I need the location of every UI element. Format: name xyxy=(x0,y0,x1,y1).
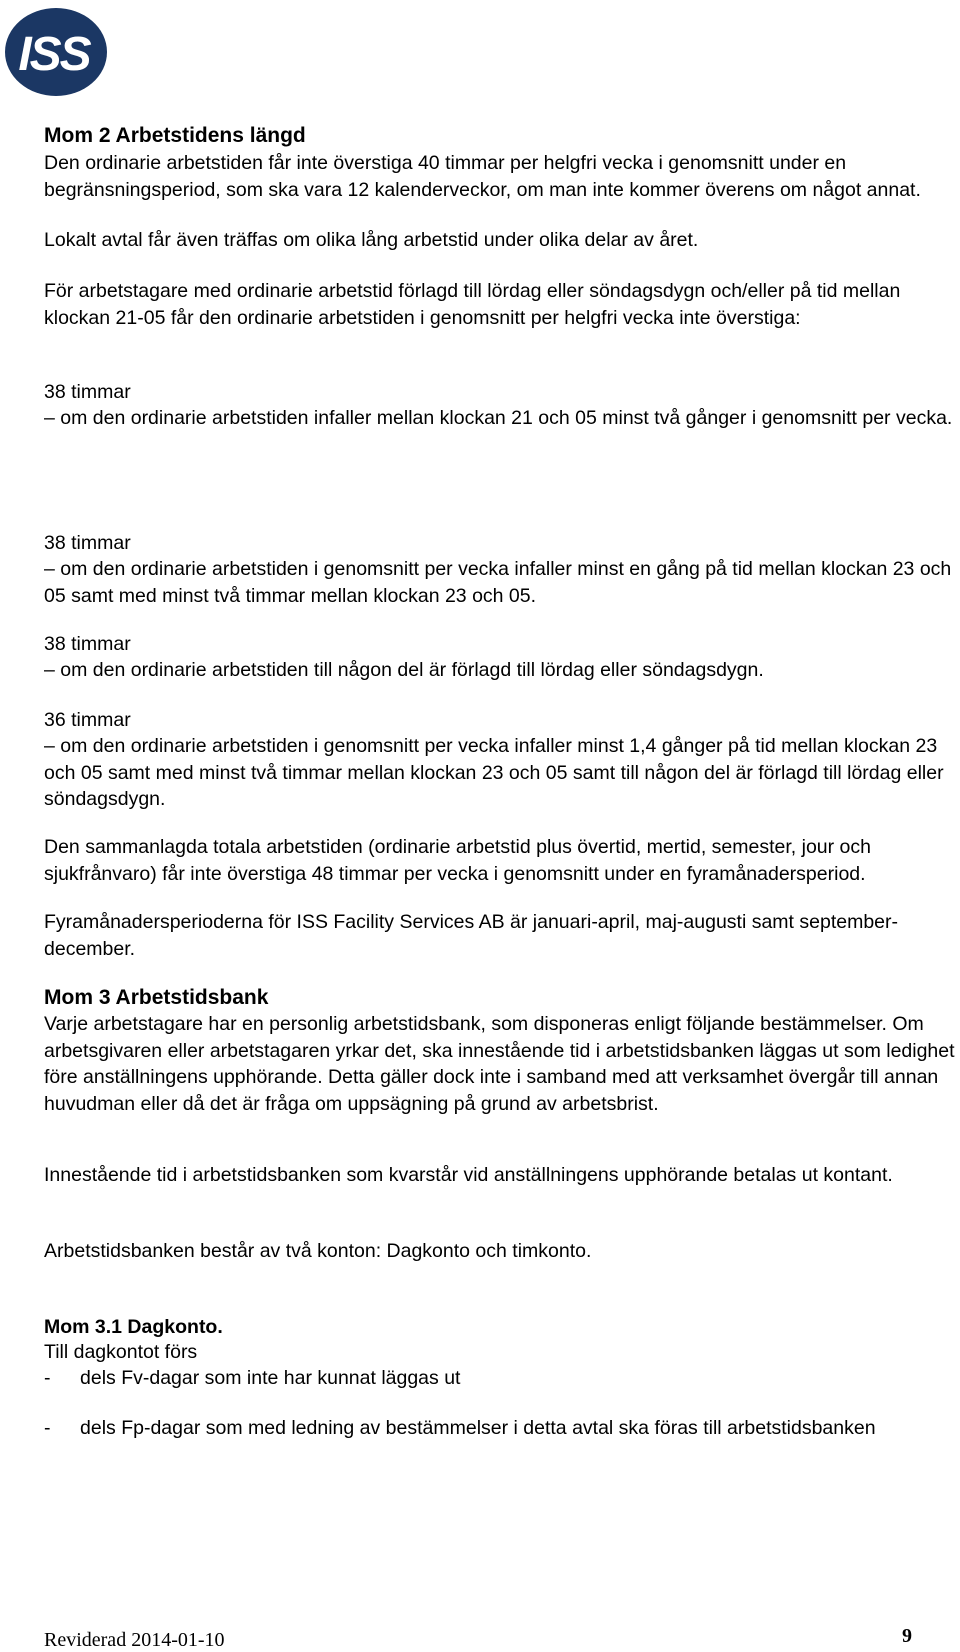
paragraph: Varje arbetstagare har en personlig arbetstidsbank, som disponeras enligt följande bestämmelser. Om arbetsgivaren eller arbetstagaren yrkar det, ska innestående tid i arbetstidsbanken läggas ut som ledighet före anställningens upphörande. Detta gäller dock inte i samband med att verksamhet övergår till annan huvudman eller då det är fråga om uppsägning på grund av arbetsbrist. xyxy=(44,1013,955,1115)
list-bullet: - xyxy=(44,1367,51,1389)
paragraph: Fyramånadersperioderna för ISS Facility Services AB är januari-april, maj-augusti samt september-december. xyxy=(44,911,899,960)
rule-text: – om den ordinarie arbetstiden i genomsnitt per vecka infaller minst 1,4 gånger på tid mellan klockan 23 och 05 samt med minst två timmar mellan klockan 23 och 05 samt till någon del är förlagd till lördag eller söndagsdygn. xyxy=(44,735,944,810)
section-heading-mom2: Mom 2 Arbetstidens längd xyxy=(44,124,306,147)
rule-text: – om den ordinarie arbetstiden infaller mellan klockan 21 och 05 minst två gånger i genomsnitt per vecka. xyxy=(44,407,953,429)
paragraph: Till dagkontot förs xyxy=(44,1341,198,1363)
list-item-text: dels Fp-dagar som med ledning av bestämmelser i detta avtal ska föras till arbetstidsbanken xyxy=(80,1417,876,1439)
paragraph: Den sammanlagda totala arbetstiden (ordinarie arbetstid plus övertid, mertid, semester, jour och sjukfrånvaro) får inte överstiga 48 timmar per vecka i genomsnitt under en fyramånadersperiod. xyxy=(44,836,871,885)
list-item xyxy=(44,1415,959,1442)
page-number: 9 xyxy=(902,1625,912,1647)
rule-hours: 36 timmar xyxy=(44,709,131,731)
revision-date: Reviderad 2014-01-10 xyxy=(44,1629,225,1651)
paragraph: För arbetstagare med ordinarie arbetstid förlagd till lördag eller söndagsdygn och/eller på tid mellan klockan 21-05 får den ordinarie arbetstiden i genomsnitt per helgfri vecka inte överstiga: xyxy=(44,280,901,329)
list-item xyxy=(44,1365,959,1392)
section-heading-mom31: Mom 3.1 Dagkonto. xyxy=(44,1316,223,1338)
paragraph: Den ordinarie arbetstiden får inte överstiga 40 timmar per helgfri vecka i genomsnitt under en begränsningsperiod, som ska vara 12 kalenderveckor, om man inte kommer överens om något annat. xyxy=(44,152,921,201)
section-heading-mom3: Mom 3 Arbetstidsbank xyxy=(44,986,269,1009)
iss-logo xyxy=(2,4,110,100)
rule-text: – om den ordinarie arbetstiden till någon del är förlagd till lördag eller söndagsdygn. xyxy=(44,659,764,681)
paragraph: Arbetstidsbanken består av två konton: Dagkonto och timkonto. xyxy=(44,1240,592,1262)
rule-hours: 38 timmar xyxy=(44,532,131,554)
paragraph: Lokalt avtal får även träffas om olika lång arbetstid under olika delar av året. xyxy=(44,229,699,251)
rule-hours: 38 timmar xyxy=(44,633,131,655)
list-item-text: dels Fv-dagar som inte har kunnat läggas ut xyxy=(80,1367,461,1389)
svg-text:ISS: ISS xyxy=(18,28,90,81)
list-bullet: - xyxy=(44,1417,51,1439)
paragraph: Innestående tid i arbetstidsbanken som kvarstår vid anställningens upphörande betalas ut kontant. xyxy=(44,1164,893,1186)
rule-hours: 38 timmar xyxy=(44,381,131,403)
rule-text: – om den ordinarie arbetstiden i genomsnitt per vecka infaller minst en gång på tid mellan klockan 23 och 05 samt med minst två timmar mellan klockan 23 och 05. xyxy=(44,558,952,607)
